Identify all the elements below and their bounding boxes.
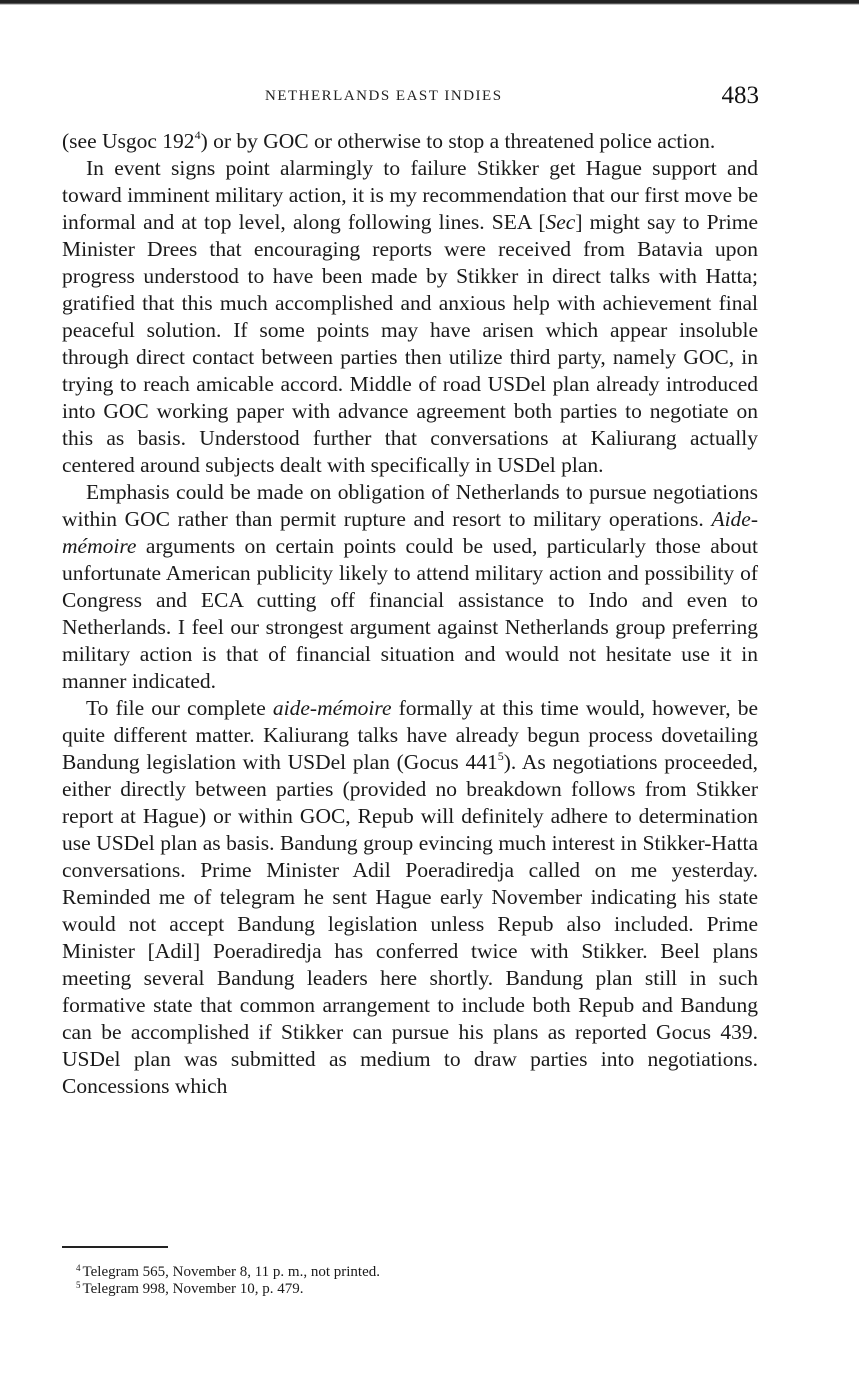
footnote-4-text: Telegram 565, November 8, 11 p. m., not printed. — [82, 1264, 380, 1280]
paragraph-2-sec: Sec — [545, 210, 576, 234]
footnote-divider — [62, 1246, 168, 1248]
paragraph-1 — [62, 128, 758, 155]
footnote-ref-4: 4 — [194, 128, 201, 142]
footnote-4-marker: 4 — [76, 1263, 81, 1273]
paragraph-4-text-c: ). As negotiations proceeded, either directly between parties (provided no breakdown follows from Stikker report at Hague) or within GOC, Repub will definitely adhere to determination use USDel plan as basis. Bandung group evincing much interest in Stikker-Hatta conversations. Prime Minister Adil Poeradiredja called on me yesterday. Reminded me of telegram he sent Hague early November indicating his state would not accept Bandung legislation unless Repub also included. Prime Minister [Adil] Poeradiredja has conferred twice with Stikker. Beel plans meeting several Bandung leaders here shortly. Bandung plan still in such formative state that common arrangement to include both Repub and Bandung can be accomplished if Stikker can pursue his plans as reported Gocus 439. USDel plan was submitted as medium to draw parties into negotiations. Concessions which — [62, 750, 758, 1098]
footnote-5 — [76, 1281, 726, 1298]
footnote-5-marker: 5 — [76, 1280, 81, 1290]
paragraph-4-text-a: To file our complete — [86, 696, 273, 720]
paragraph-4-text-b: formally at this time would, however, be quite different matter. Kaliurang talks have already begun process dovetailing Bandung legislation with USDel plan (Gocus 441 — [62, 696, 759, 774]
footnote-5-text: Telegram 998, November 10, p. 479. — [82, 1281, 304, 1297]
paragraph-2 — [62, 155, 758, 479]
footnote-4 — [76, 1264, 726, 1281]
running-title: NETHERLANDS EAST INDIES — [265, 88, 503, 104]
paragraph-3-term: Aide-mémoire — [62, 507, 758, 558]
paragraph-2-text-a: In event signs point alarmingly to failure Stikker get Hague support and toward imminent military action, it is my recommendation that our first move be informal and at top level, along following lines. SEA [ — [62, 156, 758, 234]
paragraph-2-text-b: ] might say to Prime Minister Drees that encouraging reports were received from Batavia upon progress understood to have been made by Stikker in direct talks with Hatta; gratified that this much accomplished and anxious help with achievement final peaceful solution. If some points may have arisen which appear insoluble through direct contact between parties then utilize third party, namely GOC, in trying to reach amicable accord. Middle of road USDel plan already introduced into GOC working paper with advance agreement both parties to negotiate on this as basis. Understood further that conversations at Kaliurang actually centered around subjects dealt with specifically in USDel plan. — [62, 210, 758, 477]
body-text — [62, 128, 758, 1100]
paragraph-3 — [62, 479, 758, 695]
paragraph-1-text-b: ) or by GOC or otherwise to stop a threatened police action. — [200, 129, 716, 153]
page-top-border — [0, 0, 859, 5]
paragraph-3-text-b: arguments on certain points could be used, particularly those about unfortunate American publicity likely to attend military action and possibility of Congress and ECA cutting off financial assistance to Indo and even to Netherlands. I feel our strongest argument against Netherlands group preferring military action is that of financial situation and would not hesitate use it in manner indicated. — [62, 534, 758, 693]
footnote-ref-5: 5 — [497, 749, 504, 763]
page-number: 483 — [721, 82, 759, 109]
paragraph-1-text-a: (see Usgoc 192 — [62, 129, 195, 153]
running-head — [0, 82, 859, 112]
paragraph-4-term: aide-mémoire — [272, 696, 392, 720]
paragraph-4 — [62, 695, 758, 1100]
paragraph-3-text-a: Emphasis could be made on obligation of Netherlands to pursue negotiations within GOC rather than permit rupture and resort to military operations. — [62, 480, 758, 531]
footnotes — [76, 1264, 726, 1298]
